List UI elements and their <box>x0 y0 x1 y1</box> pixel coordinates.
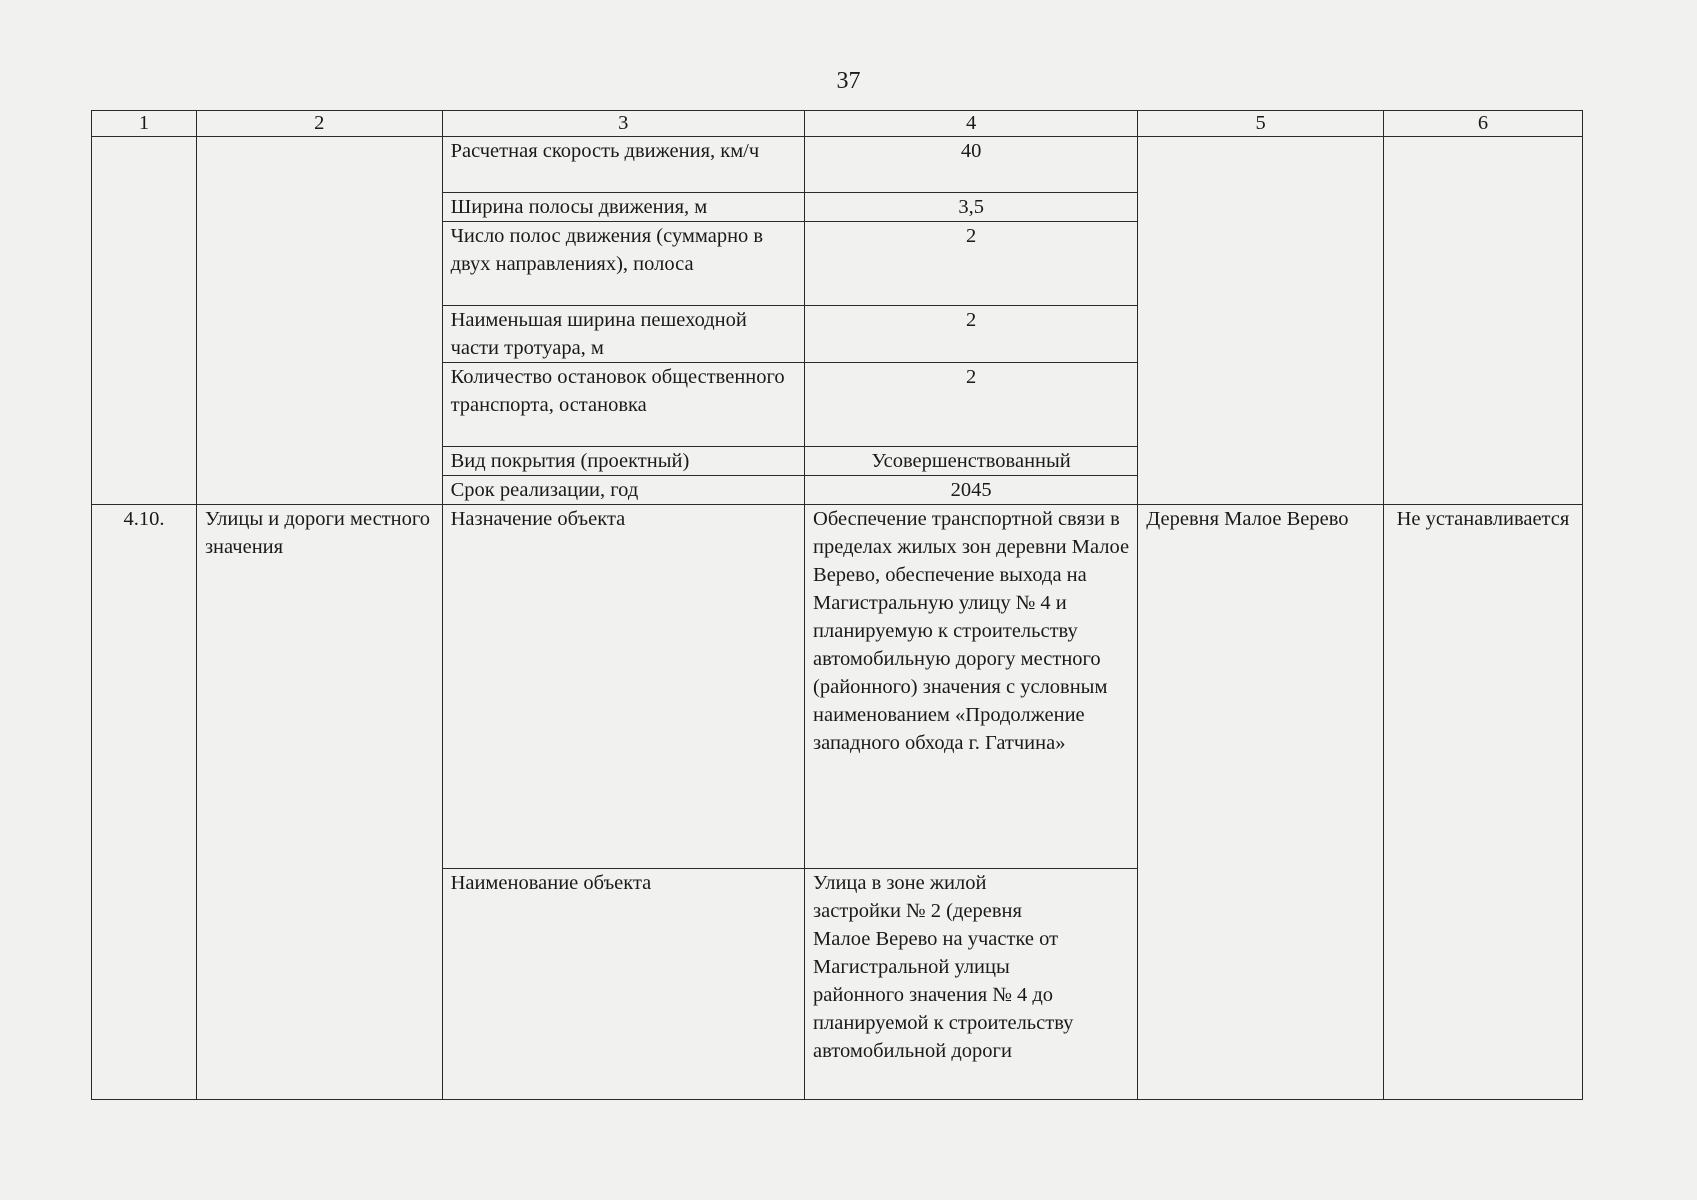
table-row <box>92 505 1583 869</box>
block1-zone-cell <box>1383 137 1582 505</box>
planning-table <box>91 110 1583 1100</box>
block2-zone-cell: Не устанавливается <box>1383 505 1582 1100</box>
header-cell-2: 2 <box>196 111 442 137</box>
param-cell: Ширина полосы движения, м <box>442 193 804 222</box>
table-row <box>92 137 1583 193</box>
block2-number-cell: 4.10. <box>92 505 197 1100</box>
value-cell: 2 <box>805 222 1138 306</box>
value-cell: 2 <box>805 363 1138 447</box>
block1-name-cell <box>196 137 442 505</box>
value-cell: Улица в зоне жилой застройки № 2 (деревня Малое Верево на участке от Магистральной улицы районного значения № 4 до планируемой к строительству автомобильной дороги <box>805 869 1138 1100</box>
header-cell-1: 1 <box>92 111 197 137</box>
param-cell: Наименьшая ширина пешеходной части тротуара, м <box>442 306 804 363</box>
param-cell: Число полос движения (суммарно в двух направлениях), полоса <box>442 222 804 306</box>
value-cell: 3,5 <box>805 193 1138 222</box>
table-header-row <box>92 111 1583 137</box>
value-cell: Обеспечение транспортной связи в пределах жилых зон деревни Малое Верево, обеспечение выхода на Магистральную улицу № 4 и планируемую к строительству автомобильную дорогу местного (районного) значения с условным наименованием «Продолжение западного обхода г. Гатчина» <box>805 505 1138 869</box>
value-cell: 2 <box>805 306 1138 363</box>
value-cell: 2045 <box>805 476 1138 505</box>
param-cell: Наименование объекта <box>442 869 804 1100</box>
param-cell: Назначение объекта <box>442 505 804 869</box>
page-number: 37 <box>836 68 861 94</box>
header-cell-3: 3 <box>442 111 804 137</box>
param-cell: Количество остановок общественного транспорта, остановка <box>442 363 804 447</box>
value-cell: Усовершенствованный <box>805 447 1138 476</box>
param-cell: Вид покрытия (проектный) <box>442 447 804 476</box>
block1-number-cell <box>92 137 197 505</box>
value-cell: 40 <box>805 137 1138 193</box>
block2-location-cell: Деревня Малое Верево <box>1138 505 1384 1100</box>
block1-location-cell <box>1138 137 1384 505</box>
header-cell-5: 5 <box>1138 111 1384 137</box>
header-cell-4: 4 <box>805 111 1138 137</box>
param-cell: Срок реализации, год <box>442 476 804 505</box>
header-cell-6: 6 <box>1383 111 1582 137</box>
param-cell: Расчетная скорость движения, км/ч <box>442 137 804 193</box>
block2-name-cell: Улицы и дороги местного значения <box>196 505 442 1100</box>
